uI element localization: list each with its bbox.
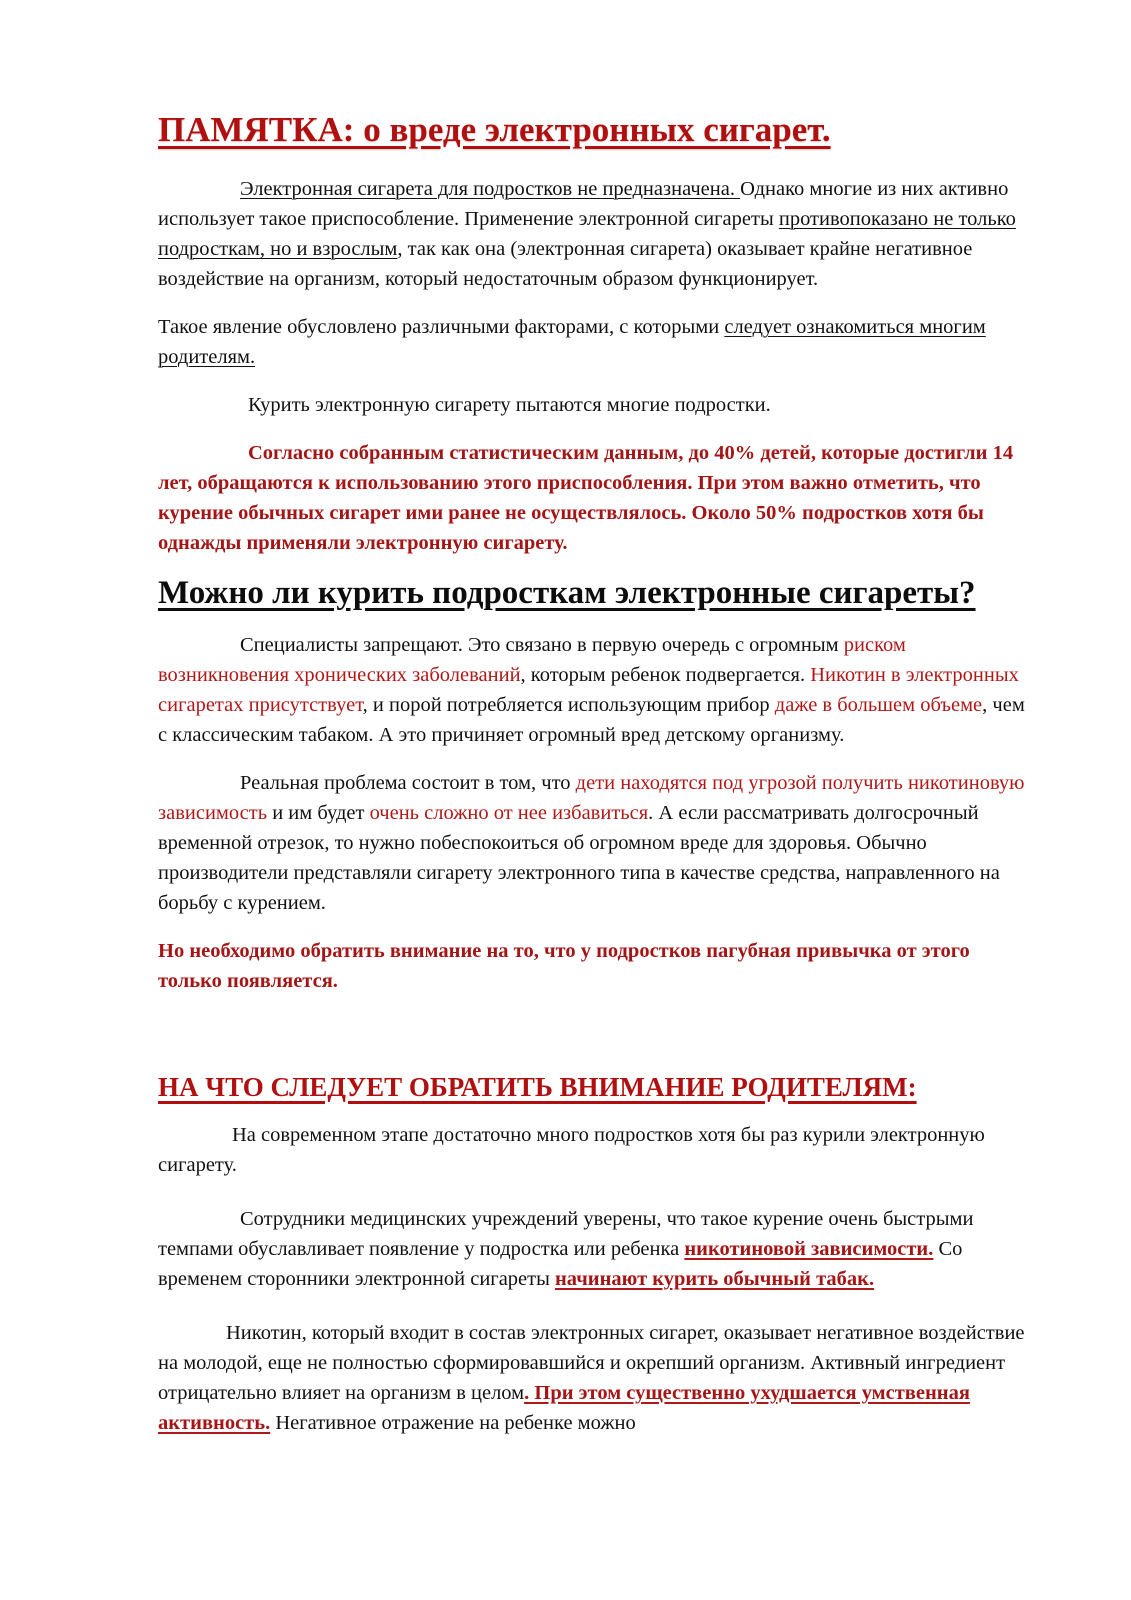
text-span: и им будет xyxy=(267,802,370,824)
text-span: , так как она (электронная сигарета) оказывает крайне негативное воздействие на организм, который недостаточным образом функционирует. xyxy=(158,238,973,290)
text-span: Сотрудники медицинских учреждений уверены, что такое курение очень быстрыми темпами обуславливает появление у подростка или ребенка xyxy=(158,1208,974,1260)
highlighted-phrase: риском возникновения хронических заболеваний xyxy=(158,634,906,686)
emphasized-phrase: начинают курить обычный табак. xyxy=(555,1268,875,1290)
section2-paragraph-1 xyxy=(158,630,1030,750)
underlined-phrase: следует ознакомиться многим родителям. xyxy=(158,316,986,368)
section3-paragraph-2 xyxy=(158,1204,1030,1294)
text-span: Реальная проблема состоит в том, что xyxy=(240,772,576,794)
text-span: , чем с классическим табаком. А это причиняет огромный вред детскому организму. xyxy=(158,694,1025,746)
statistics-paragraph: Согласно собранным статистическим данным, до 40% детей, которые достигли 14 лет, обращаются к использованию этого приспособления. При этом важно отметить, что курение обычных сигарет ими ранее не осуществлялось. Около 50% подростков хотя бы однажды применяли электронную сигарету. xyxy=(158,442,1014,554)
intro-paragraph-3: Курить электронную сигарету пытаются многие подростки. xyxy=(248,394,771,416)
section3-paragraph-1: На современном этапе достаточно много подростков хотя бы раз курили электронную сигарету. xyxy=(158,1124,985,1176)
text-span: Негативное отражение на ребенке можно xyxy=(270,1412,636,1434)
highlighted-phrase: дети находятся под угрозой получить никотиновую зависимость xyxy=(158,772,1025,824)
text-span: Со временем сторонники электронной сигареты xyxy=(158,1238,963,1290)
page-title: ПАМЯТКА: о вреде электронных сигарет. xyxy=(158,110,831,149)
section-heading-parents-attention: НА ЧТО СЛЕДУЕТ ОБРАТИТЬ ВНИМАНИЕ РОДИТЕЛЯМ: xyxy=(158,1072,917,1102)
text-span: Специалисты запрещают. Это связано в первую очередь с огромным xyxy=(240,634,844,656)
highlighted-phrase: даже в большем объеме xyxy=(774,694,983,716)
document-page xyxy=(158,100,1030,1438)
intro-paragraph-2 xyxy=(158,312,1030,372)
section2-warning-paragraph: Но необходимо обратить внимание на то, что у подростков пагубная привычка от этого только появляется. xyxy=(158,940,970,992)
text-span: Такое явление обусловлено различными факторами, с которыми xyxy=(158,316,725,338)
highlighted-phrase: Никотин в электронных сигаретах присутствует xyxy=(158,664,1019,716)
text-span: Никотин, который входит в состав электронных сигарет, оказывает негативное воздействие на молодой, еще не полностью сформировавшийся и окрепший организм. Активный ингредиент отрицательно влияет на организм в целом xyxy=(158,1322,1025,1404)
text-span: . А если рассматривать долгосрочный временной отрезок, то нужно побеспокоиться об огромном вреде для здоровья. Обычно производители представляли сигарету электронного типа в качестве средства, направленного на борьбу с курением. xyxy=(158,802,1000,914)
intro-paragraph-1 xyxy=(158,174,1030,294)
emphasized-phrase: . При этом существенно ухудшается умственная активность. xyxy=(158,1382,970,1434)
section2-paragraph-2 xyxy=(158,768,1030,918)
emphasized-phrase: никотиновой зависимости. xyxy=(684,1238,934,1260)
highlighted-phrase: очень сложно от нее избавиться xyxy=(369,802,649,824)
section3-paragraph-3 xyxy=(158,1318,1030,1438)
text-span: , и порой потребляется использующим прибор xyxy=(362,694,775,716)
text-span: Однако многие из них активно использует такое приспособление. Применение электронной сигареты xyxy=(158,178,1009,230)
underlined-phrase: противопоказано не только подросткам, но и взрослым xyxy=(158,208,1016,260)
text-span: , которым ребенок подвергается. xyxy=(520,664,811,686)
section-heading-can-teens-smoke: Можно ли курить подросткам электронные сигареты? xyxy=(158,575,976,611)
underlined-phrase: Электронная сигарета для подростков не предназначена. xyxy=(240,178,741,200)
